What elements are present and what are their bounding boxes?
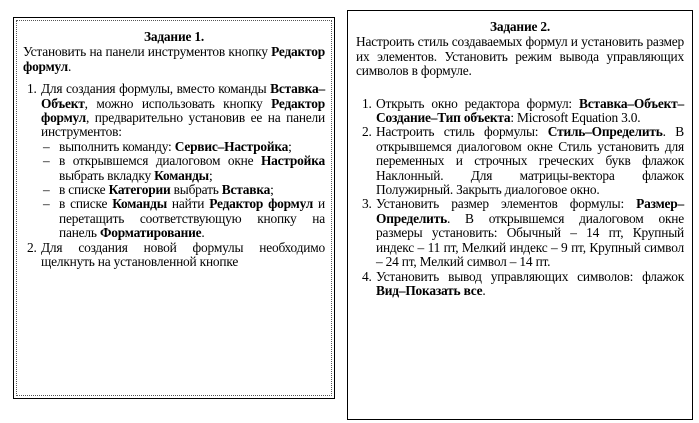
task2-steps bbox=[356, 97, 684, 299]
task1-intro: Установить на панели инструментов кнопку Редактор формул. bbox=[23, 44, 325, 74]
substep-4: – в списке Команды найти Редактор формул и перетащить соответствующую кнопку на панель Форматирование. bbox=[43, 196, 326, 241]
step-number: 3. bbox=[362, 196, 372, 212]
step-number: 2. bbox=[362, 124, 372, 140]
step-number: 2. bbox=[27, 239, 37, 255]
task1-content bbox=[23, 30, 325, 270]
task2-content bbox=[356, 20, 684, 298]
task2-step-3: 3. Установить размер элементов формулы: Размер–Определить. В открывшемся диалоговом окне размеры установить: Обычный – 14 пт, Крупный индекс – 11 пт, Мелкий индекс – 9 пт, Крупный символ – 24 пт, Мелкий символ – 14 пт. bbox=[362, 196, 684, 270]
task1-steps bbox=[23, 82, 325, 269]
step-number: 1. bbox=[27, 81, 37, 97]
task2-step-1: 1. Открыть окно редактора формул: Вставка–Объект–Создание–Тип объекта: Microsoft Equation 3.0. bbox=[362, 95, 684, 126]
task1-step-2: 2. Для создания новой формулы необходимо щелкнуть на установленной кнопке bbox=[27, 239, 325, 270]
step-number: 4. bbox=[362, 268, 372, 284]
task2-intro: Настроить стиль создаваемых формул и установить размер их элементов. Установить режим вывода управляющих символов в формуле. bbox=[356, 34, 684, 79]
task1-substeps bbox=[41, 140, 325, 241]
task2-step-4: 4. Установить вывод управляющих символов: флажок Вид–Показать все. bbox=[362, 268, 684, 298]
substep-2: – в открывшемся диалоговом окне Настройка выбрать вкладку Команды; bbox=[43, 153, 325, 183]
task2-title: Задание 2. bbox=[490, 19, 550, 34]
task2-panel bbox=[347, 10, 693, 420]
task2-step-2: 2. Настроить стиль формулы: Стиль–Определить. В открывшемся диалоговом окне Стиль установить для переменных и строчных греческих букв флажок Наклонный. Для матрицы-вектора флажок Полужирный. Закрыть диалоговое окно. bbox=[362, 124, 684, 198]
task1-step-1: 1. Для создания формулы, вместо команды Вставка–Объект, можно использовать кнопку Редактор формул, предварительно установив ее на панели инструментов: – выполнить команду: Сервис–Настройка; – в открывшемся диалоговом окне Настройка выбрать вкладку Команды; – в списке Категории выбрать Вставка; – в списке Команды найти Редактор формул и перетащить соответствующую кнопку на панель Форматирование. bbox=[27, 81, 326, 241]
task1-title: Задание 1. bbox=[144, 29, 204, 44]
substep-1: – выполнить команду: Сервис–Настройка; bbox=[43, 138, 292, 154]
formula-editor-term: Редактор формул bbox=[23, 44, 325, 74]
substep-3: – в списке Категории выбрать Вставка; bbox=[43, 182, 274, 198]
task1-panel bbox=[13, 17, 335, 399]
step-number: 1. bbox=[362, 95, 372, 111]
